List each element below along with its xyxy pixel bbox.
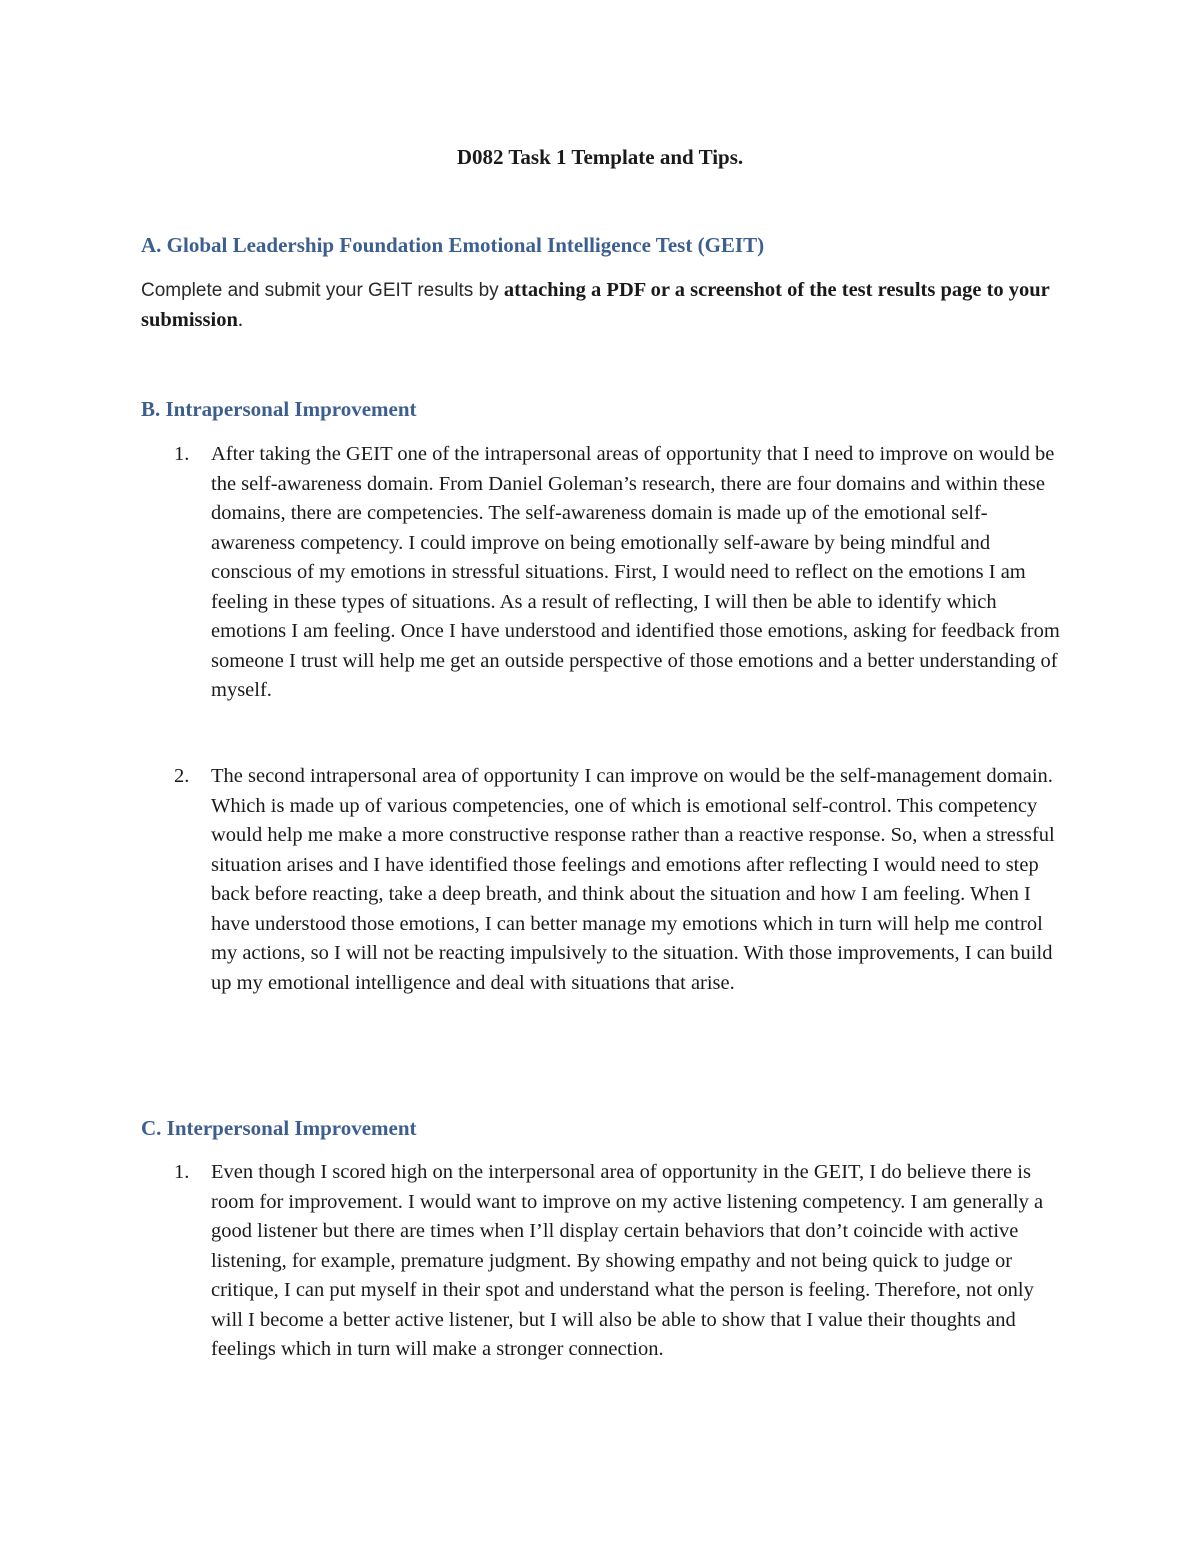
instructions-plain-text: Complete and submit your GEIT results by [141,280,504,301]
list-item-text: After taking the GEIT one of the intrapersonal areas of opportunity that I need to improve on would be the self-awareness domain. From Daniel Goleman’s research, there are four domains and within these domains, there are competencies. The self-awareness domain is made up of the emotional self-awareness competency. I could improve on being emotionally self-aware by being mindful and conscious of my emotions in stressful situations. First, I would need to reflect on the emotions I am feeling in these types of situations. As a result of reflecting, I will then be able to identify which emotions I am feeling. Once I have understood and identified those emotions, asking for feedback from someone I trust will help me get an outside perspective of those emotions and a better understanding of myself. [211,443,1060,701]
list-item-number: 1. [174,443,190,465]
section-c-list-item [174,1158,1064,1365]
section-b-list-item [174,440,1064,706]
instructions-bold-text: attaching a PDF or a screenshot of the test results page to your submission [141,279,1050,331]
section-b-heading: B. Intrapersonal Improvement [141,397,417,421]
section-c-heading: C. Interpersonal Improvement [141,1116,417,1140]
list-item-text: Even though I scored high on the interpersonal area of opportunity in the GEIT, I do believe there is room for improvement. I would want to improve on my active listening competency. I am generally a good listener but there are times when I’ll display certain behaviors that don’t coincide with active listening, for example, premature judgment. By showing empathy and not being quick to judge or critique, I can put myself in their spot and understand what the person is feeling. Therefore, not only will I become a better active listener, but I will also be able to show that I value their thoughts and feelings which in turn will make a stronger connection. [211,1161,1044,1360]
section-a-heading: A. Global Leadership Foundation Emotional Intelligence Test (GEIT) [141,233,765,257]
list-item-number: 1. [174,1161,190,1183]
section-a-instructions [141,276,1061,335]
section-b-list-item [174,762,1064,998]
list-item-text: The second intrapersonal area of opportunity I can improve on would be the self-management domain. Which is made up of various competencies, one of which is emotional self-control. This competency would help me make a more constructive response rather than a reactive response. So, when a stressful situation arises and I have identified those feelings and emotions after reflecting I would need to step back before reacting, take a deep breath, and think about the situation and how I am feeling. When I have understood those emotions, I can better manage my emotions which in turn will help me control my actions, so I will not be reacting impulsively to the situation. With those improvements, I can build up my emotional intelligence and deal with situations that arise. [211,765,1055,994]
document-title: D082 Task 1 Template and Tips. [456,145,744,169]
list-item-number: 2. [174,765,190,787]
instructions-end-text: . [237,308,243,331]
